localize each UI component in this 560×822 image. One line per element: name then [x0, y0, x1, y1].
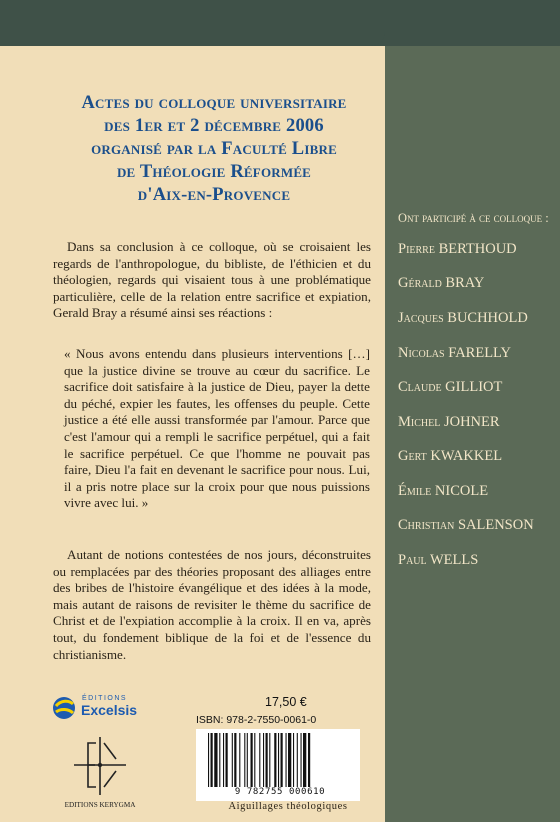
participant-name: Paul WELLS [398, 552, 479, 568]
barcode-digits: 9 782755 000610 [234, 787, 326, 797]
heading-line-1: Actes du colloque universitaire [81, 93, 347, 113]
cover-heading [64, 92, 364, 207]
heading-line-4: de Théologie Réformée [116, 162, 312, 182]
participant-name: Émile NICOLE [398, 483, 489, 499]
closing-paragraph: Autant de notions contestées de nos jours, déconstruites ou remplacées par des théories proposant des alliages entre des bribes de l'histoire évangélique et des idées à la mode, mais autant de raisons de revisiter le thème du sacrifice de Christ et de l'expiation accomplie à la croix. Il en va, après tout, du fondement biblique de la foi et de l'essence du christianisme. [53, 547, 371, 662]
kerygma-logo [60, 733, 140, 813]
participants-title: Ont participé à ce colloque : [398, 211, 549, 225]
excelsis-logo [51, 688, 147, 724]
isbn: ISBN: 978-2-7550-0061-0 [196, 714, 317, 726]
intro-paragraph: Dans sa conclusion à ce colloque, où se croisaient les regards de l'anthropologue, du bibliste, de l'éthicien et du théologien, regards qui visaient tous à une problématique particulière, celle de la relation entre sacrifice et expiation, Gerald Bray a résumé ainsi ses réactions : [53, 239, 371, 321]
participant-name: Michel JOHNER [398, 414, 500, 430]
participant-name: Jacques BUCHHOLD [398, 310, 528, 326]
quote-paragraph: « Nous avons entendu dans plusieurs interventions […] que la justice divine se trouve au cœur du sacrifice. Le sacrifice doit satisfaire à la justice de Dieu, payer la dette du péché, expier les fautes, les offenses du peuple. Cette justice a été elle aussi transformée par l'amour. Parce que c'est l'amour qui a rempli le sacrifice perpétuel, qui a fait le sacrifice perpétuel. Ce que l'homme ne pouvait pas faire, Dieu l'a fait en devenant le sacrifice pour nous. Lui, il a pris notre place sur la croix pour que nous puissions vivre avec lui. » [64, 346, 370, 511]
excelsis-label-name: Excelsis [81, 702, 138, 718]
participant-name: Gert KWAKKEL [398, 448, 503, 464]
participants-panel [385, 46, 560, 822]
excelsis-label-top: ÉDITIONS [82, 695, 128, 702]
participant-name: Nicolas FARELLY [398, 345, 511, 361]
top-band-curve [0, 0, 385, 46]
price: 17,50 € [265, 695, 307, 709]
participant-name: Gérald BRAY [398, 275, 485, 291]
participant-name: Claude GILLIOT [398, 379, 503, 395]
barcode-bars [204, 733, 354, 787]
heading-line-2: des 1er et 2 décembre 2006 [104, 116, 324, 136]
collection-name: Aiguillages théologiques [228, 801, 348, 812]
participant-name: Pierre BERTHOUD [398, 241, 517, 257]
heading-line-3: organisé par la Faculté Libre [91, 139, 337, 159]
participant-name: Christian SALENSON [398, 517, 534, 533]
heading-line-5: d'Aix-en-Provence [137, 185, 291, 205]
kerygma-label: EDITIONS KERYGMA [64, 801, 136, 809]
barcode [196, 729, 360, 801]
